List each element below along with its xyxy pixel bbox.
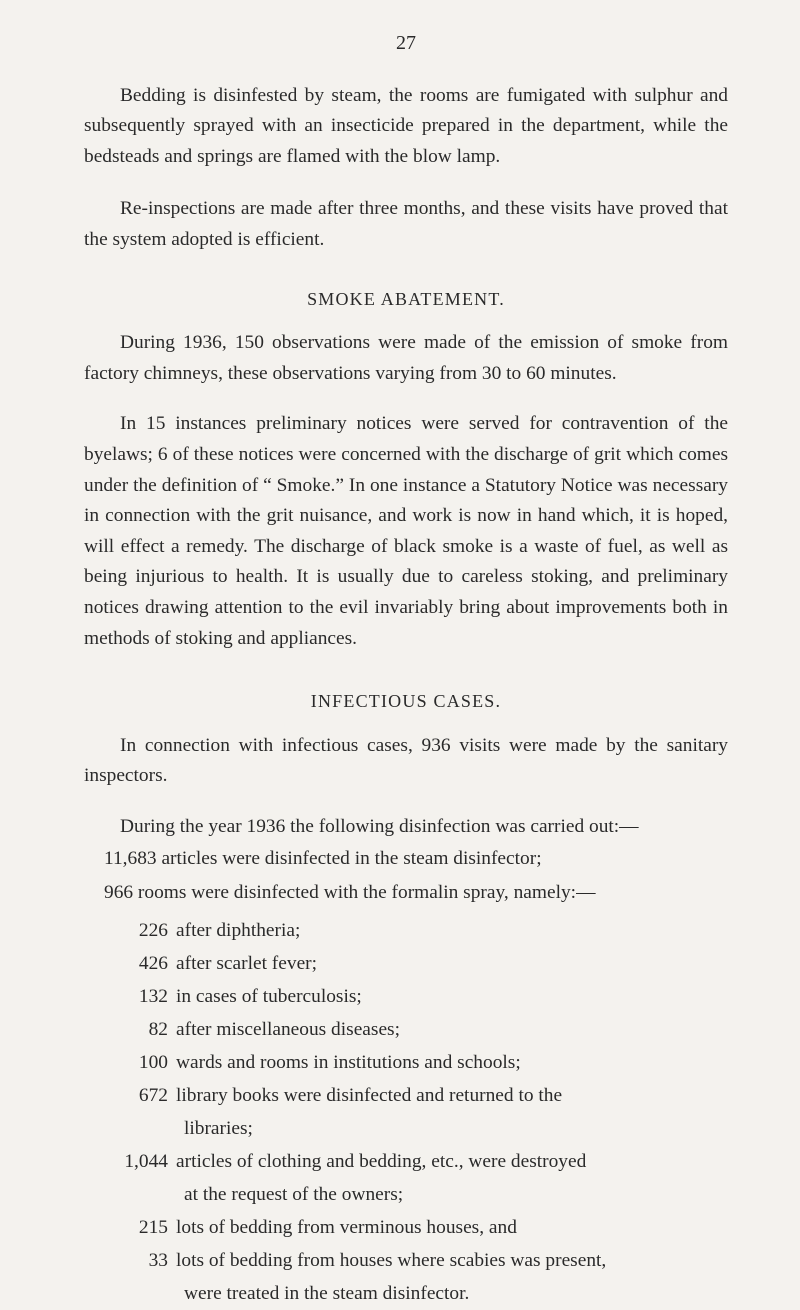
list-item: 100 wards and rooms in institutions and schools; xyxy=(138,1052,521,1074)
paragraph-smoke-notices: In 15 instances preliminary notices were served for contravention of the byelaws; 6 of these notices were concerned with the discharge of grit which comes under the definition of “ Smoke.” In one instance a Statutory Notice was necessary in connection with the grit nuisance, and work is now in hand which, it is hoped, will effect a remedy. The discharge of black smoke is a waste of fuel, as well as being injurious to health. It is usually due to careless stoking, and preliminary notices drawing attention to the evil invariably bring about improvements both in methods of stoking and appliances. xyxy=(84,413,728,649)
paragraph-disinfection-intro: During the year 1936 the following disinfection was carried out:— xyxy=(120,815,639,837)
line-steam-disinfector: 11,683 articles were disinfected in the steam disinfector; xyxy=(104,848,542,870)
list-item: 1,044 articles of clothing and bedding, etc., were destroyed at the request of the owners; xyxy=(124,1151,587,1206)
list-item: 672 library books were disinfected and returned to the libraries; xyxy=(138,1085,563,1140)
list-item: 33 lots of bedding from houses where scabies was present, were treated in the steam disinfector. xyxy=(148,1250,607,1305)
heading-infectious-cases: INFECTIOUS CASES. xyxy=(310,691,502,712)
paragraph-reinspections: Re-inspections are made after three months, and these visits have proved that the system adopted is efficient. xyxy=(84,198,728,250)
list-item: 426 after scarlet fever; xyxy=(138,953,318,975)
list-item: 132 in cases of tuberculosis; xyxy=(138,986,362,1008)
paragraph-smoke-observations: During 1936, 150 observations were made of the emission of smoke from factory chimneys, these observations varying from 30 to 60 minutes. xyxy=(84,332,728,384)
paragraph-infectious-visits: In connection with infectious cases, 936 visits were made by the sanitary inspectors. xyxy=(84,734,728,787)
list-item: 215 lots of bedding from verminous houses, and xyxy=(138,1217,517,1239)
page-number: 27 xyxy=(396,32,416,54)
list-item: 82 after miscellaneous diseases; xyxy=(148,1019,400,1041)
paragraph-bedding: Bedding is disinfested by steam, the rooms are fumigated with sulphur and subsequently sprayed with an insecticide prepared in the department, while the bedsteads and springs are flamed with the blow lamp. xyxy=(84,84,728,167)
list-item: 226 after diphtheria; xyxy=(138,920,301,942)
line-formalin-rooms: 966 rooms were disinfected with the formalin spray, namely:— xyxy=(104,882,596,904)
heading-smoke-abatement: SMOKE ABATEMENT. xyxy=(307,288,505,309)
disinfection-list xyxy=(84,914,728,1310)
